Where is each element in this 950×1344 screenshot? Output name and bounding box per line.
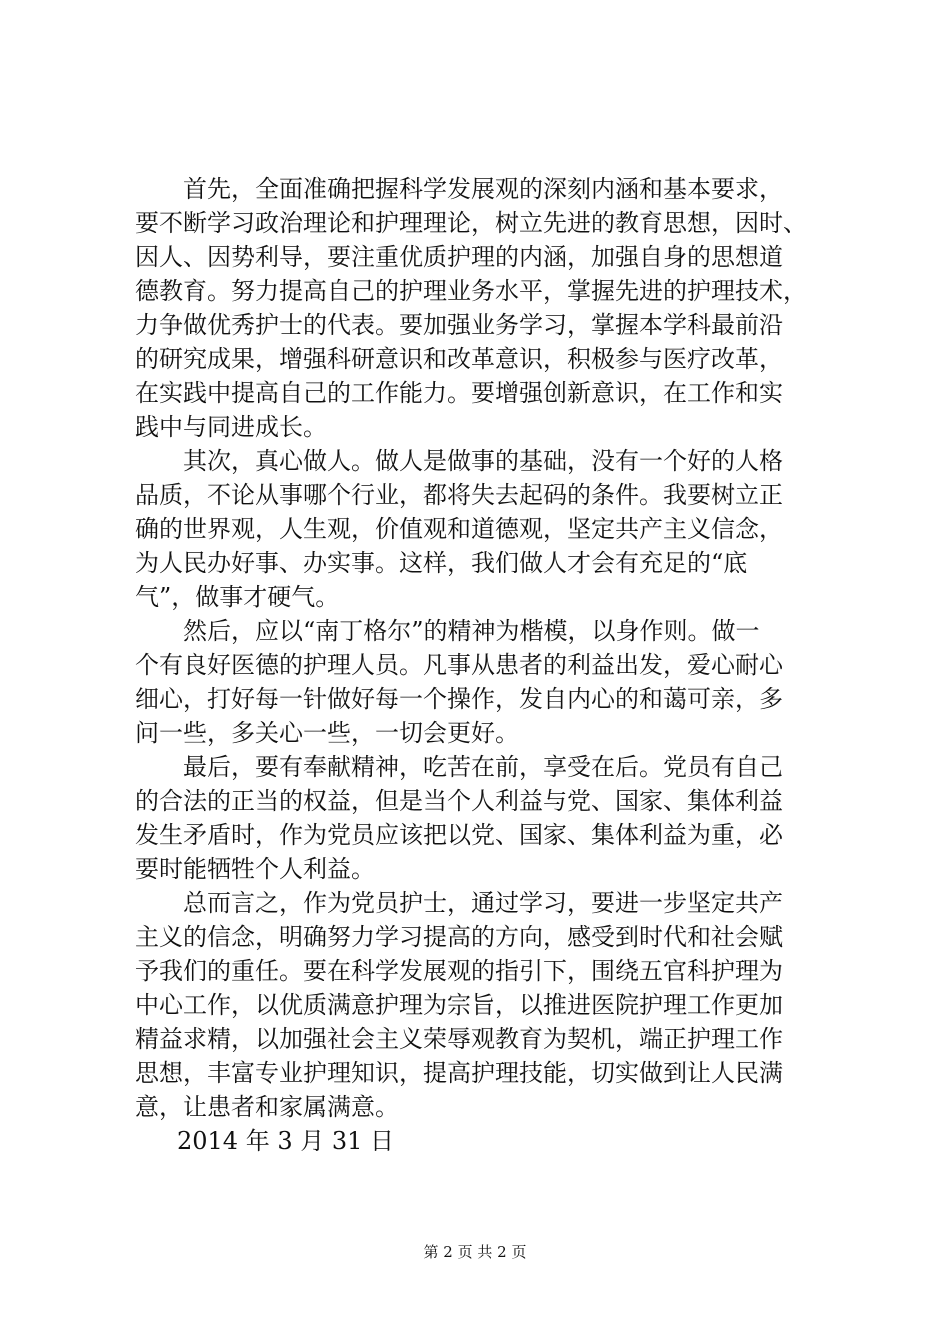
- document-body: [135, 172, 825, 1158]
- paragraph-3-line-3: 细心，打好每一针做好每一个操作，发自内心的和蔼可亲，多: [135, 685, 783, 713]
- paragraph-1-line-4: 德教育。努力提高自己的护理业务水平，掌握先进的护理技术，: [135, 277, 807, 305]
- paragraph-1-line-1: 首先，全面准确把握科学发展观的深刻内涵和基本要求，: [183, 175, 783, 203]
- paragraph-2-line-4: 为人民办好事、办实事。这样，我们做人才会有充足的“底: [135, 549, 748, 577]
- paragraph-5-line-6: 思想，丰富专业护理知识，提高护理技能，切实做到让人民满: [135, 1059, 783, 1087]
- paragraph-5-line-5: 精益求精，以加强社会主义荣辱观教育为契机，端正护理工作: [135, 1025, 783, 1053]
- paragraph-1-line-6: 的研究成果，增强科研意识和改革意识，积极参与医疗改革，: [135, 345, 783, 373]
- paragraph-2-line-2: 品质，不论从事哪个行业，都将失去起码的条件。我要树立正: [135, 481, 783, 509]
- paragraph-3-line-1: 然后，应以“南丁格尔”的精神为楷模，以身作则。做一: [183, 617, 760, 645]
- page-number-footer: 第 2 页 共 2 页: [423, 1243, 527, 1261]
- paragraph-3-line-2: 个有良好医德的护理人员。凡事从患者的利益出发，爱心耐心: [135, 651, 783, 679]
- paragraph-4-line-2: 的合法的正当的权益，但是当个人利益与党、国家、集体利益: [135, 787, 783, 815]
- paragraph-2-line-5: 气”，做事才硬气。: [135, 583, 340, 611]
- paragraph-4-line-1: 最后，要有奉献精神，吃苦在前，享受在后。党员有自己: [183, 753, 783, 781]
- paragraph-2-line-3: 确的世界观，人生观，价值观和道德观，坚定共产主义信念，: [135, 515, 783, 543]
- paragraph-2-line-1: 其次，真心做人。做人是做事的基础，没有一个好的人格: [183, 447, 783, 475]
- paragraph-5-line-7: 意，让患者和家属满意。: [135, 1093, 399, 1121]
- paragraph-4-line-4: 要时能牺牲个人利益。: [135, 855, 375, 883]
- paragraph-1-line-3: 因人、因势利导，要注重优质护理的内涵，加强自身的思想道: [135, 243, 783, 271]
- paragraph-1-line-5: 力争做优秀护士的代表。要加强业务学习，掌握本学科最前沿: [135, 311, 783, 339]
- paragraph-1-line-7: 在实践中提高自己的工作能力。要增强创新意识，在工作和实: [135, 379, 783, 407]
- paragraph-5-line-1: 总而言之，作为党员护士，通过学习，要进一步坚定共产: [183, 889, 783, 917]
- paragraph-5-line-4: 中心工作，以优质满意护理为宗旨，以推进医院护理工作更加: [135, 991, 783, 1019]
- document-date: 2014 年 3 月 31 日: [177, 1127, 395, 1155]
- paragraph-5-line-3: 予我们的重任。要在科学发展观的指引下，围绕五官科护理为: [135, 957, 783, 985]
- paragraph-5-line-2: 主义的信念，明确努力学习提高的方向，感受到时代和社会赋: [135, 923, 783, 951]
- paragraph-4-line-3: 发生矛盾时，作为党员应该把以党、国家、集体利益为重，必: [135, 821, 783, 849]
- paragraph-1-line-2: 要不断学习政治理论和护理理论，树立先进的教育思想，因时、: [135, 209, 807, 237]
- paragraph-3-line-4: 问一些，多关心一些，一切会更好。: [135, 719, 519, 747]
- paragraph-1-line-8: 践中与同进成长。: [135, 413, 327, 441]
